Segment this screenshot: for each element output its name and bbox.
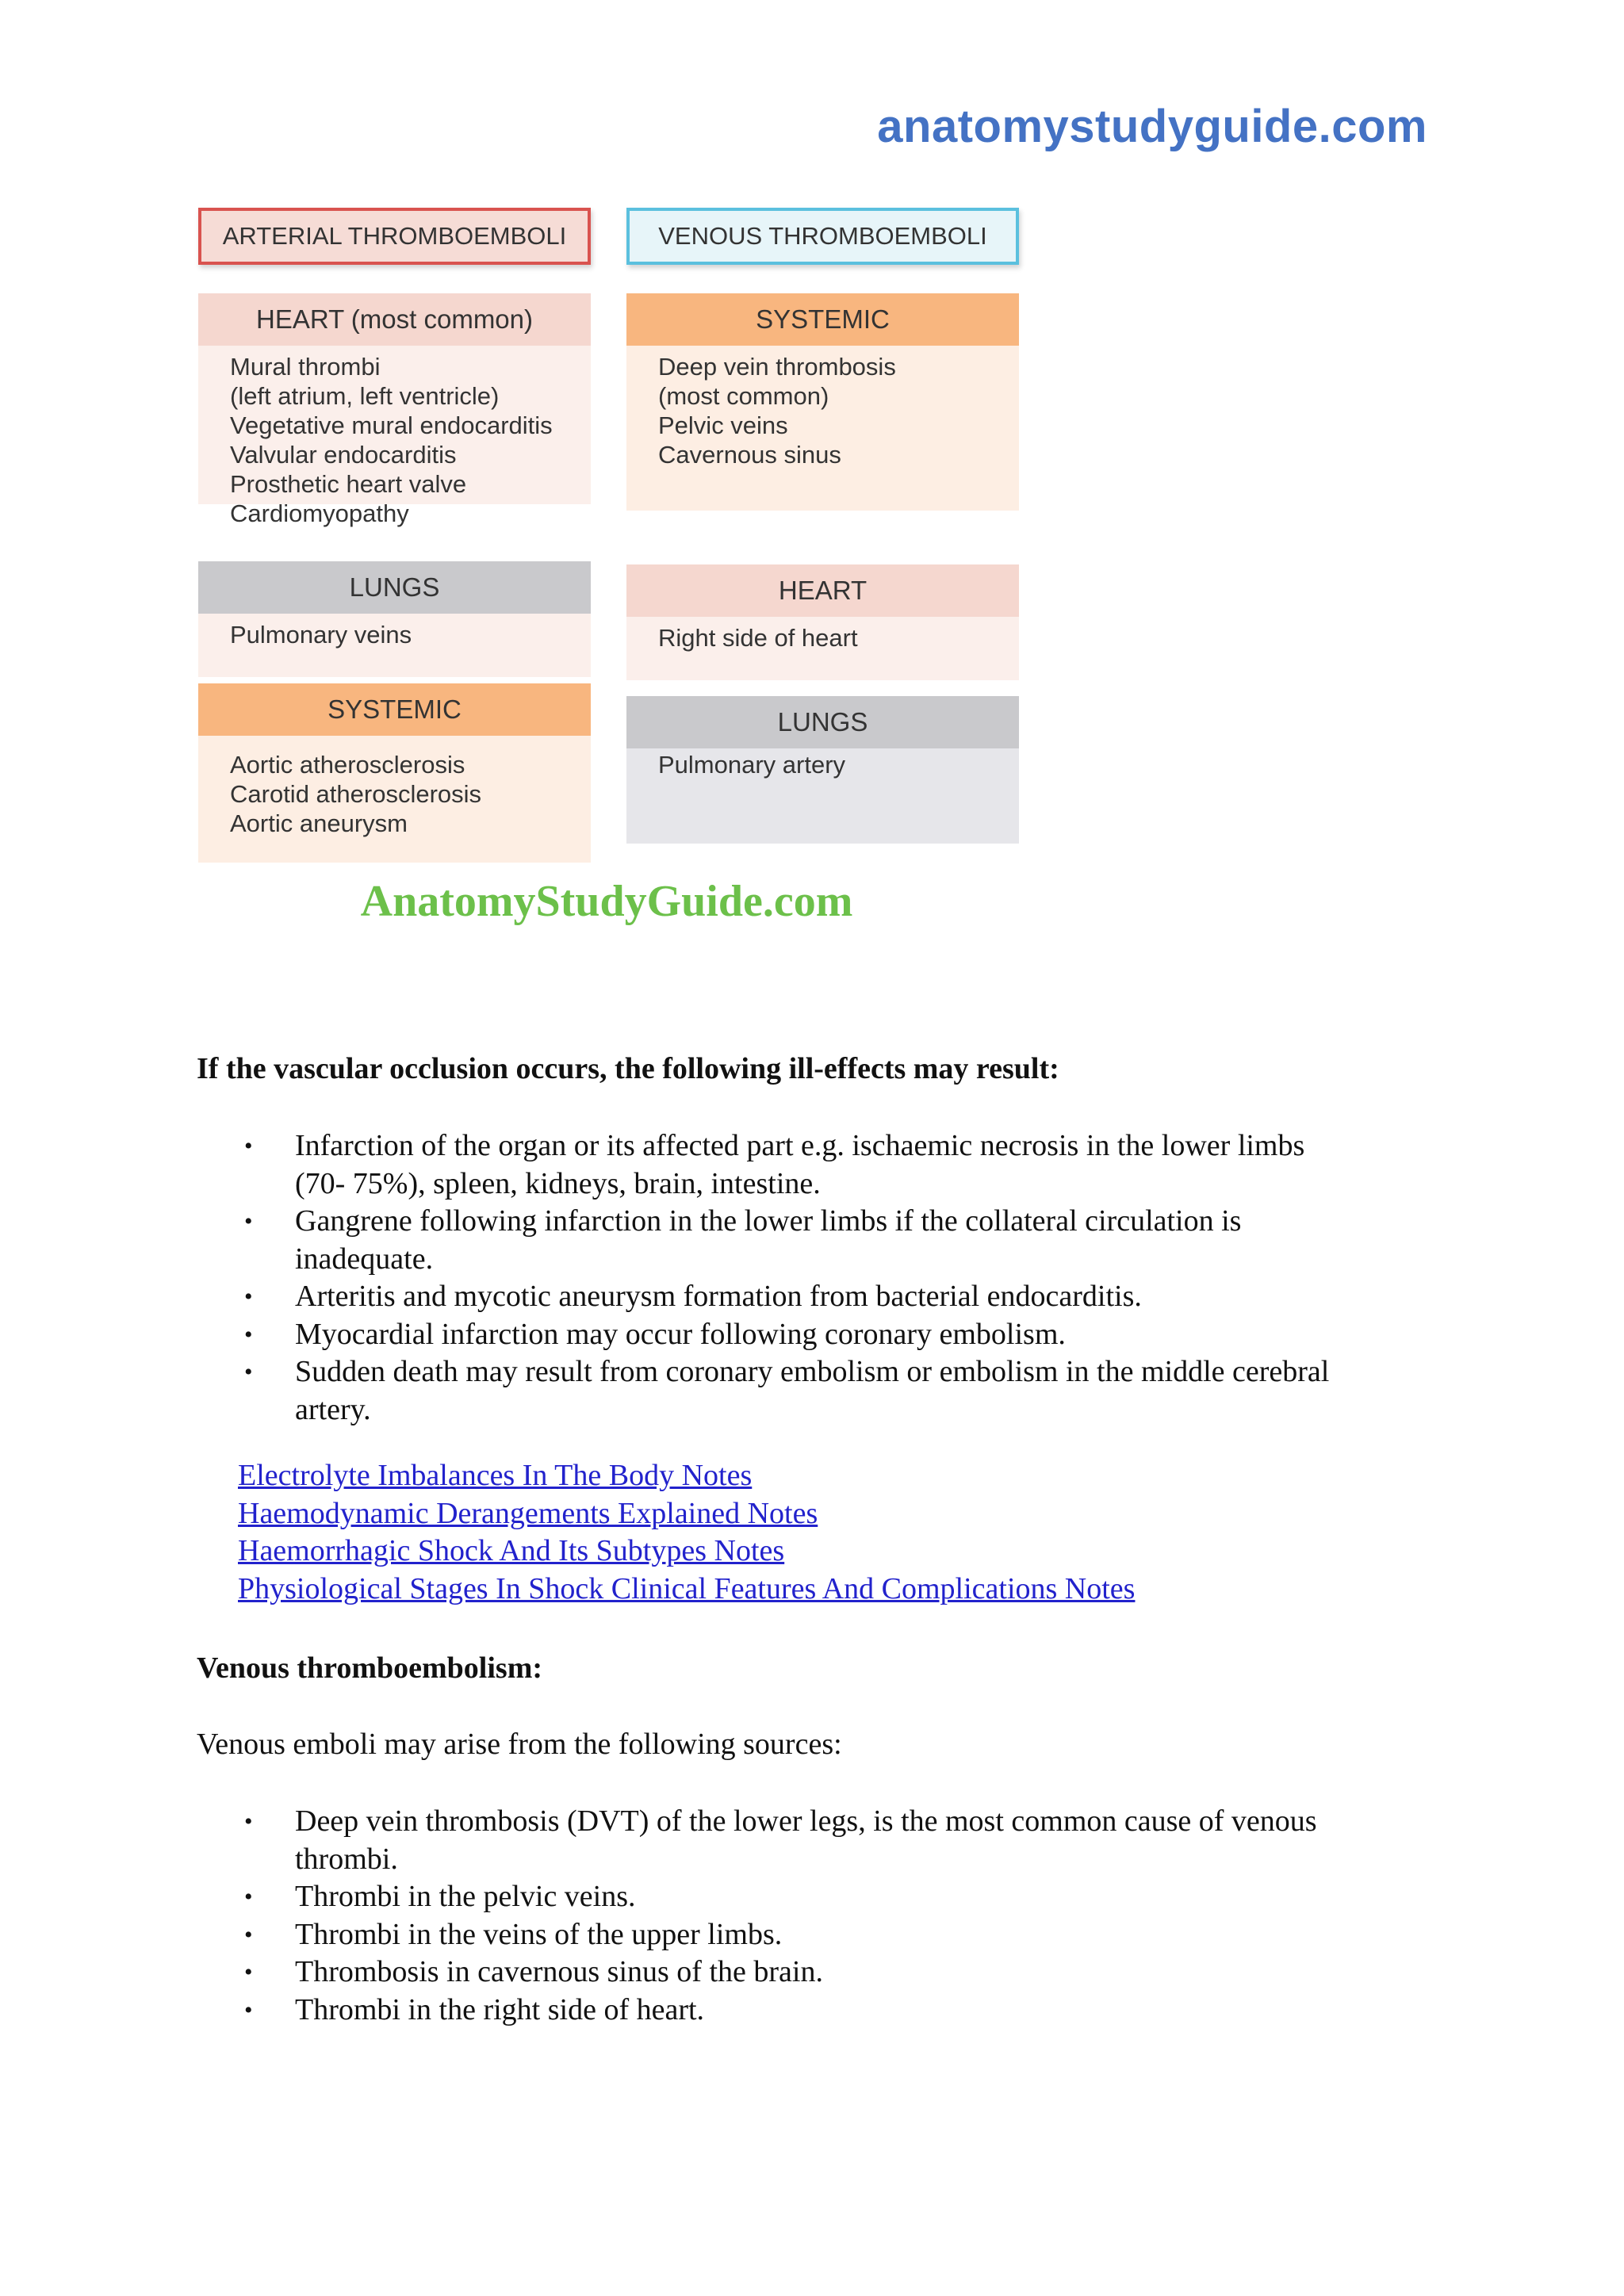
list-item-line: Thrombosis in cavernous sinus of the brain. [295, 1955, 823, 1988]
list-item: • Deep vein thrombosis (DVT) of the lower legs, is the most common cause of venous thrombi. [197, 1803, 1434, 1878]
venous-sources-list [197, 1803, 1434, 2029]
venous-lungs-box [626, 696, 1019, 844]
box-body [626, 346, 1019, 511]
venous-systemic-box [626, 293, 1019, 511]
list-item-line: artery. [295, 1392, 371, 1426]
link-electrolyte-imbalances[interactable]: Electrolyte Imbalances In The Body Notes [238, 1459, 753, 1492]
list-item: • Myocardial infarction may occur following coronary embolism. [197, 1316, 1434, 1354]
box-item: Aortic aneurysm [230, 809, 408, 837]
box-header: SYSTEMIC [198, 683, 591, 736]
box-item: Cardiomyopathy [230, 499, 409, 527]
list-item-line: Gangrene following infarction in the lower limbs if the collateral circulation is [295, 1204, 1242, 1238]
box-item: Mural thrombi [230, 353, 381, 381]
box-header: HEART (most common) [198, 293, 591, 346]
box-header: LUNGS [626, 696, 1019, 748]
list-item: • Arteritis and mycotic aneurysm formation from bacterial endocarditis. [197, 1278, 1434, 1316]
section-intro: Venous emboli may arise from the following sources: [197, 1728, 842, 1761]
box-body [626, 617, 1019, 680]
list-item-line: Thrombi in the pelvic veins. [295, 1880, 636, 1913]
box-item: Pulmonary veins [230, 621, 412, 649]
box-item: Aortic atherosclerosis [230, 751, 465, 779]
box-header: LUNGS [198, 561, 591, 614]
list-item-line: thrombi. [295, 1842, 398, 1876]
box-item: Pulmonary artery [658, 751, 846, 779]
list-item: • Sudden death may result from coronary embolism or embolism in the middle cerebral artery. [197, 1353, 1434, 1429]
venous-title: VENOUS THROMBOEMBOLI [626, 208, 1019, 265]
box-item: Cavernous sinus [658, 441, 841, 469]
section-heading: Venous thromboembolism: [197, 1651, 542, 1685]
ill-effects-list [197, 1127, 1434, 1429]
arterial-systemic-box [198, 683, 591, 863]
box-header: HEART [626, 564, 1019, 617]
section-heading: If the vascular occlusion occurs, the following ill-effects may result: [197, 1052, 1059, 1085]
thromboemboli-figure [194, 198, 1027, 951]
box-header: SYSTEMIC [626, 293, 1019, 346]
venous-heart-box [626, 564, 1019, 680]
link-haemodynamic-derangements[interactable]: Haemodynamic Derangements Explained Notes [238, 1496, 818, 1530]
list-item: • Thrombi in the pelvic veins. [197, 1878, 1434, 1916]
box-item: Valvular endocarditis [230, 441, 457, 469]
list-item-line: Thrombi in the veins of the upper limbs. [295, 1917, 783, 1951]
box-body [626, 748, 1019, 844]
box-item: Right side of heart [658, 624, 858, 652]
list-item: • Thrombi in the right side of heart. [197, 1992, 1434, 2030]
list-item-line: Thrombi in the right side of heart. [295, 1992, 705, 2026]
list-item-line: Sudden death may result from coronary embolism or embolism in the middle cerebral [295, 1355, 1330, 1388]
box-item: Carotid atherosclerosis [230, 780, 482, 808]
watermark: AnatomyStudyGuide.com [360, 877, 853, 926]
related-links [238, 1457, 1135, 1608]
box-item: Prosthetic heart valve [230, 470, 467, 498]
box-body [198, 736, 591, 863]
box-body [198, 346, 591, 527]
box-body [198, 614, 591, 677]
arterial-heart-box [198, 293, 591, 527]
box-item: (most common) [658, 382, 829, 410]
box-item: Pelvic veins [658, 411, 788, 439]
list-item-line: Arteritis and mycotic aneurysm formation from bacterial endocarditis. [295, 1280, 1142, 1313]
arterial-title: ARTERIAL THROMBOEMBOLI [198, 208, 591, 265]
list-item-line: Deep vein thrombosis (DVT) of the lower legs, is the most common cause of venous [295, 1804, 1317, 1838]
box-item: Deep vein thrombosis [658, 353, 896, 381]
box-item: (left atrium, left ventricle) [230, 382, 500, 410]
box-item: Vegetative mural endocarditis [230, 411, 553, 439]
list-item-line: inadequate. [295, 1242, 434, 1276]
list-item-line: (70- 75%), spleen, kidneys, brain, intestine. [295, 1166, 821, 1200]
list-item: • Thrombi in the veins of the upper limbs. [197, 1916, 1434, 1954]
link-haemorrhagic-shock[interactable]: Haemorrhagic Shock And Its Subtypes Notes [238, 1534, 785, 1567]
list-item: • Thrombosis in cavernous sinus of the brain. [197, 1954, 1434, 1992]
list-item-line: Infarction of the organ or its affected part e.g. ischaemic necrosis in the lower limbs [295, 1129, 1305, 1162]
arterial-lungs-box [198, 561, 591, 677]
list-item: • Infarction of the organ or its affected part e.g. ischaemic necrosis in the lower limbs (70- 75%), spleen, kidneys, brain, intestine. [197, 1127, 1434, 1203]
link-physiological-stages-shock[interactable]: Physiological Stages In Shock Clinical Features And Complications Notes [238, 1571, 1136, 1605]
list-item: • Gangrene following infarction in the lower limbs if the collateral circulation is inadequate. [197, 1203, 1434, 1278]
list-item-line: Myocardial infarction may occur following coronary embolism. [295, 1317, 1066, 1351]
site-header: anatomystudyguide.com [877, 101, 1427, 152]
